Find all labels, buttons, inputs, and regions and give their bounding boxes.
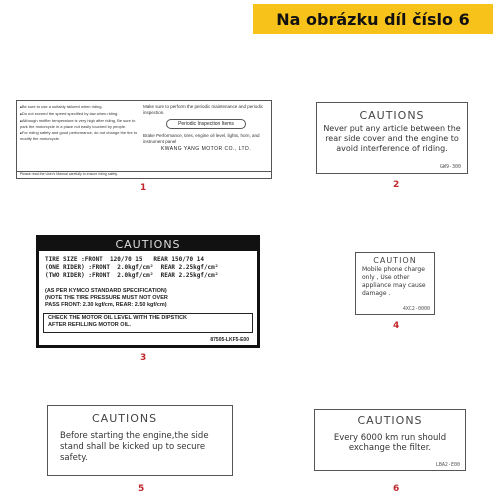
label-4-code: 4XC2-0000 [402, 306, 430, 312]
label-6-code: LBA2-E00 [435, 462, 460, 468]
warning-label-2 [316, 102, 468, 174]
label-4-body: Mobile phone charge only , Use other appliance may cause damage . [362, 266, 426, 297]
label-2-number: 2 [393, 180, 400, 190]
label-1-bullet: ■ Although muffler temperature is very high after riding, Be sure to park the motorcycle in a place not easily touched by people. [20, 118, 140, 129]
warning-label-5 [47, 405, 233, 476]
label-5-title: CAUTIONS [92, 412, 158, 425]
label-3-code: 87505-LKF5-E00 [210, 337, 249, 343]
label-5-body: Before starting the engine,the side stand shall be kicked up to secure safety. [60, 431, 209, 463]
label-6-body: Every 6000 km run should exchange the filter. [333, 433, 447, 453]
part-number-banner: Na obrázku díl číslo 6 [253, 4, 493, 34]
label-2-title: CAUTIONS [359, 109, 425, 122]
label-1-inspection-items: Brake Performance, tires, engine oil level, lights, horn, and instrument panel [143, 133, 260, 144]
label-6-number: 6 [393, 484, 400, 494]
label-2-code: GW9-300 [439, 164, 461, 170]
label-1-footer: Please read the User's Manual carefully to ensure riding safety. [17, 171, 271, 178]
label-1-bullet: ■ Do not exceed the speed specified by law when riding. [20, 111, 140, 117]
label-6-title: CAUTIONS [357, 414, 423, 427]
label-3-number: 3 [140, 353, 147, 363]
label-5-number: 5 [138, 484, 145, 494]
warning-label-6 [314, 409, 466, 471]
label-1-number: 1 [140, 183, 147, 193]
label-4-number: 4 [393, 321, 400, 331]
label-1-maintenance-text: Make sure to perform the periodic maintenance and periodic inspection. [143, 104, 264, 115]
label-1-bullet: ■ Be sure to use a suitably tailored when riding. [20, 104, 140, 110]
warning-label-1 [16, 100, 272, 179]
label-1-inspection-title: Periodic Inspection Items [166, 119, 246, 129]
label-1-bullet: ■ For riding safety and good performance, do not change the tire to modify the motorcycle. [20, 130, 140, 141]
warning-label-4 [355, 252, 435, 315]
label-1-company: KWANG YANG MOTOR CO., LTD. [160, 146, 252, 152]
label-3-title: CAUTIONS [115, 238, 181, 251]
label-1-left-column [20, 104, 140, 142]
warning-label-3 [36, 235, 260, 348]
label-3-tire-spec: TIRE SIZE :FRONT 120/70 15 REAR 150/70 14 (ONE RIDER) :FRONT 2.0kgf/cm² REAR 2.25kgf/cm² (TWO RIDER) :FRONT 2.0kgf/cm² REAR 2.25kgf/cm² [45, 256, 219, 279]
label-3-header [39, 238, 257, 251]
label-3-oil-check-box: CHECK THE MOTOR OIL LEVEL WITH THE DIPSTICK AFTER REFILLING MOTOR OIL. [43, 313, 253, 333]
label-2-body: Never put any article between the rear side cover and the engine to avoid interference of riding. [323, 124, 461, 153]
label-3-spec-note: (AS PER KYMCO STANDARD SPECIFICATION) (NOTE THE TIRE PRESSURE MUST NOT OVER PASS FRONT: 2.30 kgf/cm, REAR: 2.50 kgf/cm) [45, 288, 168, 308]
label-1-right-column [143, 104, 269, 152]
label-4-title: CAUTION [373, 256, 417, 265]
